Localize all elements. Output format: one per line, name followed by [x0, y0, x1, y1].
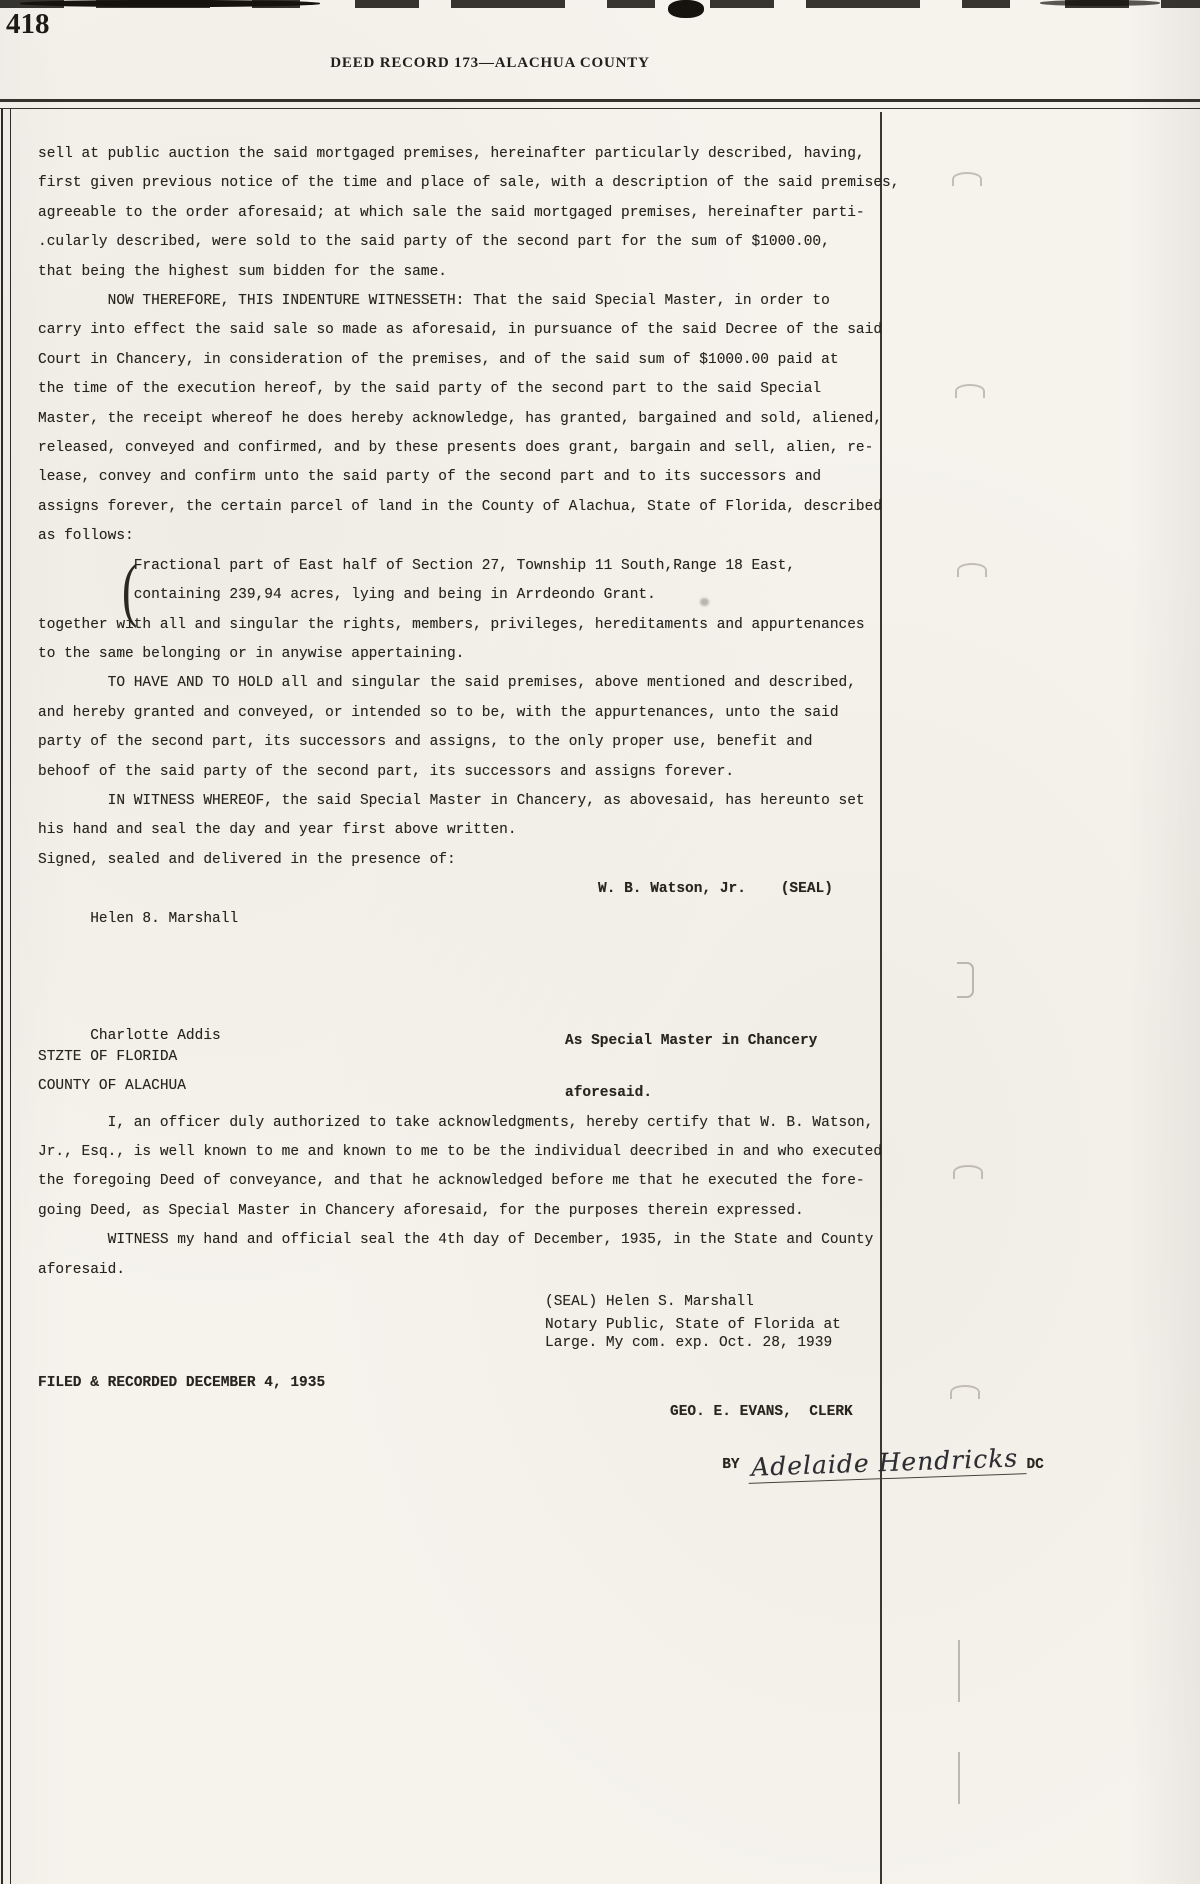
scan-artifact — [952, 172, 982, 186]
text-line: behoof of the said party of the second part, its successors and assigns forever. — [38, 763, 735, 780]
witness-row — [38, 875, 908, 993]
deed-body — [38, 140, 908, 875]
notary-title-line: Notary Public, State of Florida at — [545, 1317, 841, 1334]
text-line: Master, the receipt whereof he does hereby acknowledge, has granted, bargained and sold, aliened, — [38, 410, 883, 427]
ink-blob — [1040, 0, 1160, 6]
text-line: assigns forever, the certain parcel of land in the County of Alachua, State of Florida, described — [38, 498, 883, 515]
text-line: .cularly described, were sold to the said party of the second part for the sum of $1000.00, — [38, 234, 830, 251]
text-line: and hereby granted and conveyed, or intended so to be, with the appurtenances, unto the said — [38, 704, 839, 721]
clerk-name-line: GEO. E. EVANS, CLERK — [670, 1403, 853, 1420]
document-content — [38, 140, 1044, 1492]
text-line: sell at public auction the said mortgaged premises, hereinafter particularly described, having, — [38, 146, 865, 162]
filed-recorded-line: FILED & RECORDED DECEMBER 4, 1935 — [38, 1375, 326, 1392]
notary-block — [545, 1288, 908, 1352]
scan-artifact — [955, 384, 985, 398]
page-number: 418 — [6, 8, 50, 40]
dc-label: DC — [1026, 1456, 1044, 1473]
county-line: COUNTY OF ALACHUA — [38, 1078, 186, 1095]
witness-name: Charlotte Addis — [90, 1028, 221, 1045]
state-line: STZTE OF FLORIDA — [38, 1048, 178, 1065]
text-line: Signed, sealed and delivered in the presence of: — [38, 851, 456, 868]
scan-artifact — [953, 1165, 983, 1179]
page-header-title: DEED RECORD 173—ALACHUA COUNTY — [330, 55, 650, 71]
notary-commission-line: Large. My com. exp. Oct. 28, 1939 — [545, 1334, 833, 1351]
grantor-signature-line: W. B. Watson, Jr. (SEAL) — [598, 881, 833, 898]
text-line: as follows: — [38, 528, 134, 545]
text-line: Jr., Esq., is well known to me and known to me to be the individual deecribed in and who executed — [38, 1144, 883, 1160]
text-line: the foregoing Deed of conveyance, and that he acknowledged before me that he executed the fore- — [38, 1173, 865, 1190]
text-line: IN WITNESS WHEREOF, the said Special Master in Chancery, as abovesaid, has hereunto set — [38, 792, 865, 809]
scan-artifact — [950, 1385, 980, 1399]
witness-name: Helen 8. Marshall — [90, 910, 239, 927]
text-line: carry into effect the said sale so made as aforesaid, in pursuance of the said Decree of the said — [38, 322, 883, 339]
text-line: TO HAVE AND TO HOLD all and singular the said premises, above mentioned and described, — [38, 675, 856, 692]
text-line: party of the second part, its successors and assigns, to the only proper use, benefit and — [38, 734, 813, 751]
text-line: containing 239,94 acres, lying and being in Arrdeondo Grant. — [38, 587, 656, 604]
description-brace: ( — [122, 549, 138, 629]
text-line: lease, convey and confirm unto the said party of the second part and to its successors and — [38, 469, 822, 486]
text-line: first given previous notice of the time and place of sale, with a description of the said premises, — [38, 175, 900, 192]
text-line: to the same belonging or in anywise appertaining. — [38, 645, 465, 662]
text-line: Court in Chancery, in consideration of the premises, and of the said sum of $1000.00 paid at — [38, 351, 839, 368]
text-line: NOW THEREFORE, THIS INDENTURE WITNESSETH: That the said Special Master, in order to — [38, 293, 830, 310]
scan-artifact — [957, 962, 974, 998]
grantor-title-line: aforesaid. — [565, 1085, 653, 1102]
text-line: aforesaid. — [38, 1261, 126, 1278]
scan-artifact — [958, 1640, 960, 1702]
text-line: Fractional part of East half of Section 27, Township 11 South,Range 18 East, — [38, 557, 796, 574]
deputy-clerk-line — [670, 1429, 1044, 1492]
by-label: BY — [722, 1456, 749, 1473]
ink-blob — [668, 0, 704, 18]
text-line: his hand and seal the day and year first above written. — [38, 822, 517, 839]
text-line: WITNESS my hand and official seal the 4th day of December, 1935, in the State and County — [38, 1232, 874, 1249]
text-line: released, conveyed and confirmed, and by these presents does grant, bargain and sell, alien, re- — [38, 440, 874, 457]
ink-blob — [20, 0, 320, 7]
text-line: agreeable to the order aforesaid; at which sale the said mortgaged premises, hereinafter parti- — [38, 204, 865, 221]
text-line: together with all and singular the rights, members, privileges, hereditaments and appurtenances — [38, 616, 865, 633]
text-line: going Deed, as Special Master in Chancery aforesaid, for the purposes therein expressed. — [38, 1202, 804, 1219]
grantor-title-line: As Special Master in Chancery — [565, 1032, 818, 1049]
scan-artifact — [957, 563, 987, 577]
notary-seal-line: (SEAL) Helen S. Marshall — [545, 1294, 754, 1311]
grantor-title — [565, 998, 817, 1138]
text-line: I, an officer duly authorized to take acknowledgments, hereby certify that W. B. Watson, — [38, 1114, 874, 1131]
text-line: the time of the execution hereof, by the said party of the second part to the said Special — [38, 381, 822, 398]
text-line: that being the highest sum bidden for the same. — [38, 263, 447, 280]
scan-artifact — [958, 1752, 960, 1804]
deputy-clerk-signature: Adelaide Hendricks — [748, 1443, 1027, 1484]
left-margin-rule — [1, 108, 11, 1884]
header-divider-rule — [0, 99, 1200, 109]
